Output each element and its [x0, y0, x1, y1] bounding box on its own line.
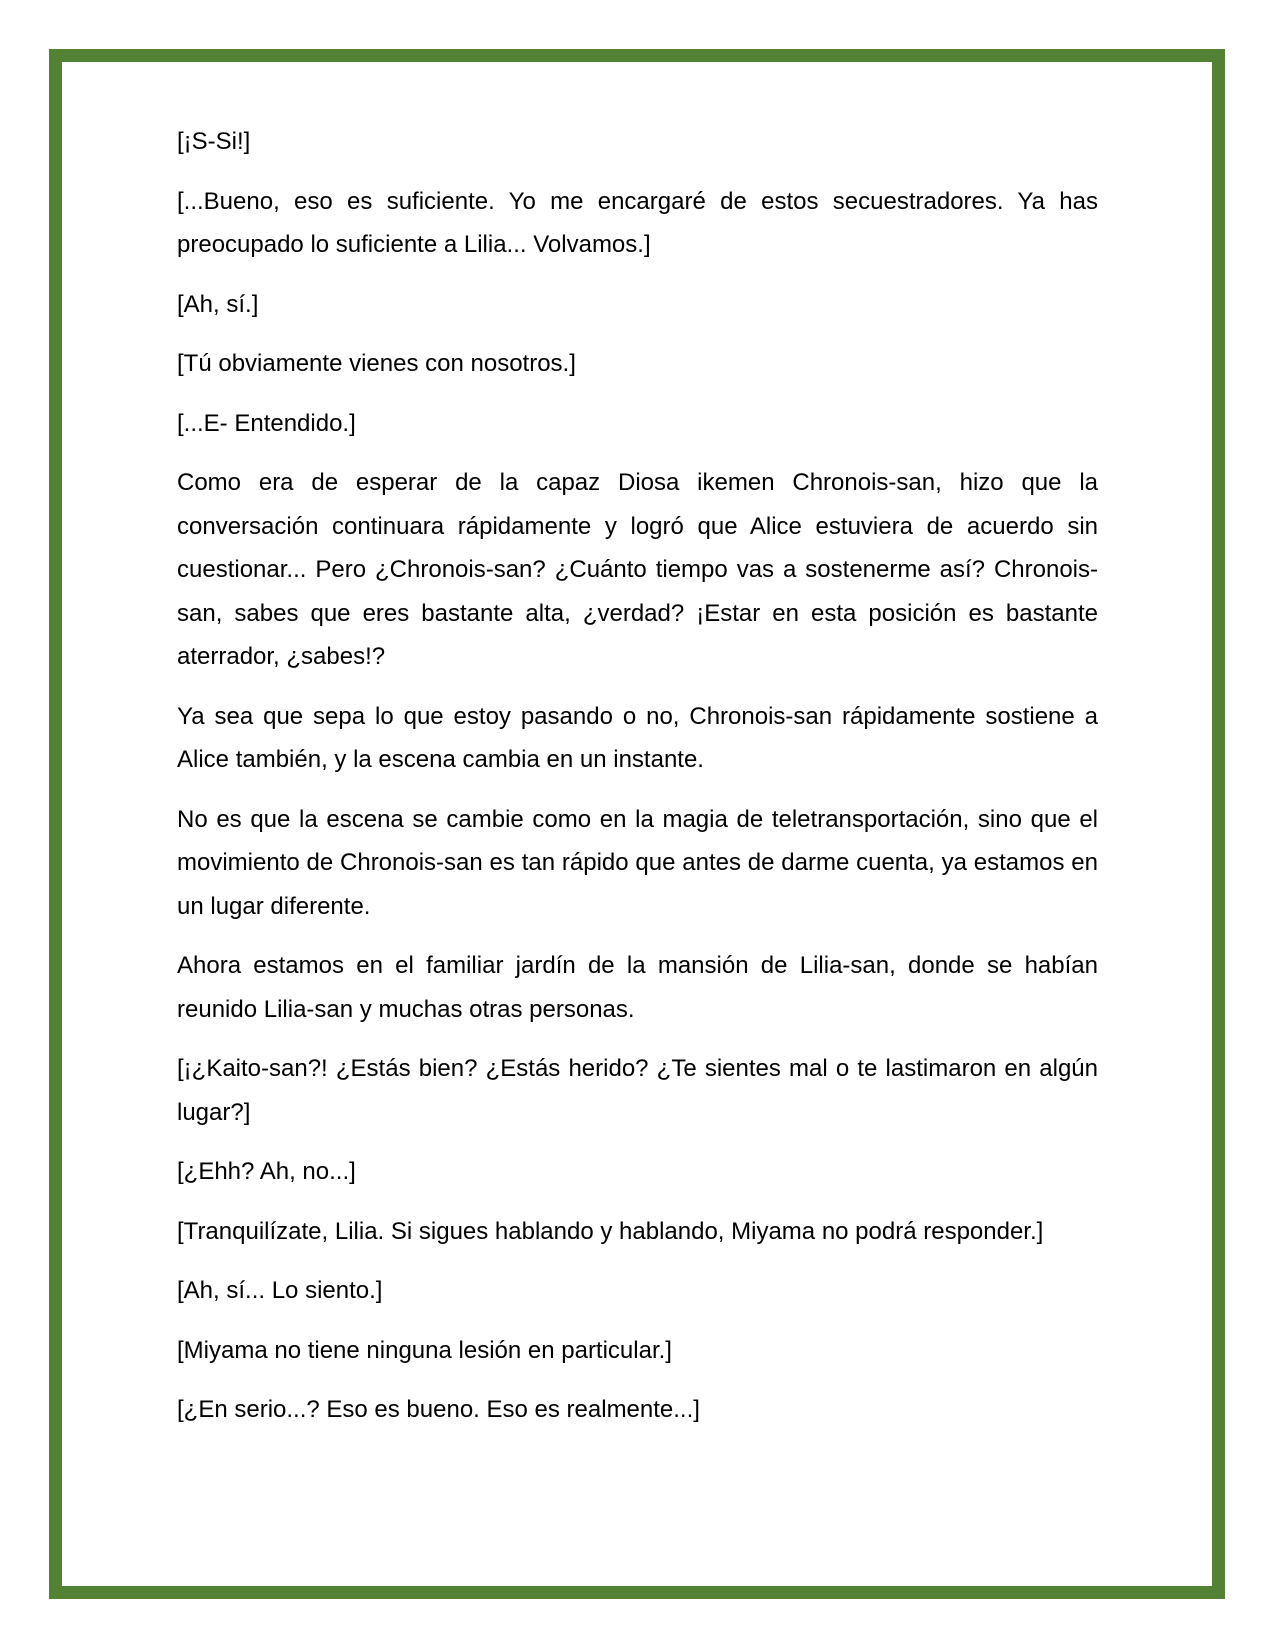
document-body	[177, 120, 1098, 1448]
narration-paragraph: Ahora estamos en el familiar jardín de la mansión de Lilia-san, donde se habían reunido Lilia-san y muchas otras personas.	[177, 952, 1098, 1023]
dialogue-paragraph: [Miyama no tiene ninguna lesión en particular.]	[177, 1336, 672, 1364]
narration-paragraph: Ya sea que sepa lo que estoy pasando o no, Chronois-san rápidamente sostiene a Alice también, y la escena cambia en un instante.	[177, 702, 1098, 773]
dialogue-paragraph: [...Bueno, eso es suficiente. Yo me encargaré de estos secuestradores. Ya has preocupado lo suficiente a Lilia... Volvamos.]	[177, 187, 1098, 258]
narration-paragraph: No es que la escena se cambie como en la magia de teletransportación, sino que el movimiento de Chronois-san es tan rápido que antes de darme cuenta, ya estamos en un lugar diferente.	[177, 805, 1098, 920]
dialogue-paragraph: [¿Ehh? Ah, no...]	[177, 1158, 356, 1185]
dialogue-paragraph: [Ah, sí.]	[177, 290, 259, 318]
dialogue-paragraph: [Ah, sí... Lo siento.]	[177, 1277, 383, 1304]
dialogue-paragraph: [Tú obviamente vienes con nosotros.]	[177, 350, 576, 377]
dialogue-paragraph: [...E- Entendido.]	[177, 409, 356, 437]
dialogue-paragraph: [¡¿Kaito-san?! ¿Estás bien? ¿Estás herido? ¿Te sientes mal o te lastimaron en algún lugar?]	[177, 1055, 1098, 1126]
dialogue-paragraph: [¿En serio...? Eso es bueno. Eso es realmente...]	[177, 1396, 700, 1423]
narration-paragraph: Como era de esperar de la capaz Diosa ikemen Chronois-san, hizo que la conversación continuara rápidamente y logró que Alice estuviera de acuerdo sin cuestionar... Pero ¿Chronois-san? ¿Cuánto tiempo vas a sostenerme así? Chronois-san, sabes que eres bastante alta, ¿verdad? ¡Estar en esta posición es bastante aterrador, ¿sabes!?	[177, 469, 1098, 670]
dialogue-paragraph: [¡S-Si!]	[177, 128, 251, 155]
dialogue-paragraph: [Tranquilízate, Lilia. Si sigues hablando y hablando, Miyama no podrá responder.]	[177, 1217, 1044, 1245]
